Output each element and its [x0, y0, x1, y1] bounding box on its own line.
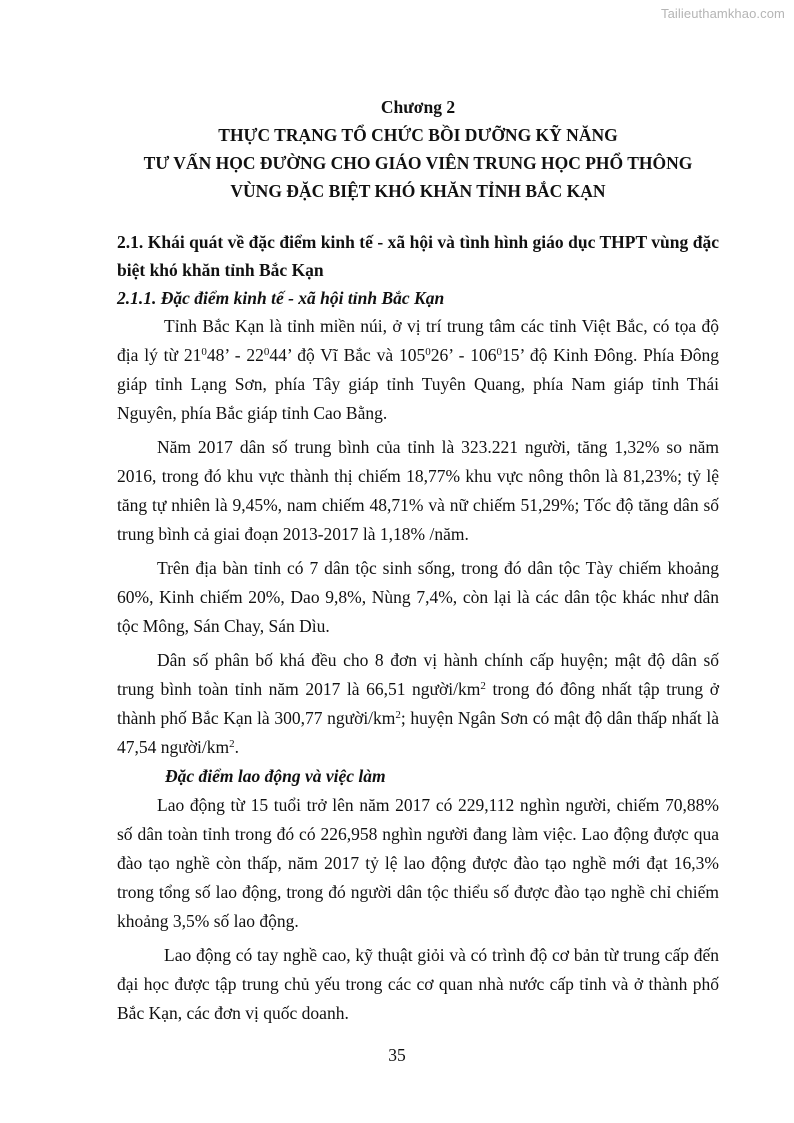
section-heading: 2.1. Khái quát về đặc điểm kinh tế - xã hội và tình hình giáo dục THPT vùng đặc biệt khó khăn tỉnh Bắc Kạn [117, 232, 719, 280]
paragraph-location: Tỉnh Bắc Kạn là tỉnh miền núi, ở vị trí trung tâm các tỉnh Việt Bắc, có tọa độ địa lý từ $21^048$’ - $22^044$’ độ Vĩ Bắc và $105^026$’ - $106^015$’ độ Kinh Đông. Phía Đông giáp tỉnh Lạng Sơn, phía Tây giáp tỉnh Tuyên Quang, phía Nam giáp tỉnh Thái Nguyên, phía Bắc giáp tỉnh Cao Bằng. [117, 316, 720, 423]
paragraph-density: Dân số phân bố khá đều cho 8 đơn vị hành chính cấp huyện; mật độ dân số trung bình toàn tỉnh năm 2017 là 66,51 người/$km^2$ trong đó đông nhất tập trung ở thành phố Bắc Kạn là 300,77 người/$km^2$; huyện Ngân Sơn có mật độ dân thấp nhất là 47,54 người/$km^2$. [117, 650, 720, 757]
page-number: 35 [388, 1045, 406, 1065]
labor-subheading: Đặc điểm lao động và việc làm [165, 766, 386, 786]
document-page [117, 93, 719, 1028]
chapter-heading [117, 93, 719, 205]
paragraph-skilled-labor: Lao động có tay nghề cao, kỹ thuật giỏi và có trình độ cơ bản từ trung cấp đến đại học được tập trung chủ yếu trong các cơ quan nhà nước cấp tỉnh và ở thành phố Bắc Kạn, các đơn vị quốc doanh. [117, 945, 719, 1023]
paragraph-population: Năm 2017 dân số trung bình của tỉnh là 323.221 người, tăng 1,32% so năm 2016, trong đó khu vực thành thị chiếm 18,77% khu vực nông thôn là 81,23%; tỷ lệ tăng tự nhiên là 9,45%, nam chiếm 48,71% và nữ chiếm 51,29%; Tốc độ tăng dân số trung bình cả giai đoạn 2013-2017 là 1,18% /năm. [117, 437, 719, 544]
paragraph-labor: Lao động từ 15 tuổi trở lên năm 2017 có 229,112 nghìn người, chiếm 70,88% số dân toàn tỉnh trong đó có 226,958 nghìn người đang làm việc. Lao động được qua đào tạo nghề còn thấp, năm 2017 tỷ lệ lao động được đào tạo nghề mới đạt 16,3% trong tổng số lao động, trong đó người dân tộc thiểu số được đào tạo nghề chỉ chiếm khoảng 3,5% số lao động. [117, 795, 719, 931]
chapter-title-line-3: VÙNG ĐẶC BIỆT KHÓ KHĂN TỈNH BẮC KẠN [230, 181, 606, 201]
watermark: Tailieuthamkhao.com [660, 6, 785, 21]
chapter-number: Chương 2 [380, 97, 456, 117]
paragraph-ethnic-groups: Trên địa bàn tỉnh có 7 dân tộc sinh sống, trong đó dân tộc Tày chiếm khoảng 60%, Kinh chiếm 20%, Dao 9,8%, Nùng 7,4%, còn lại là các dân tộc khác như dân tộc Mông, Sán Chay, Sán Dìu. [117, 558, 719, 636]
subsection-heading: 2.1.1. Đặc điểm kinh tế - xã hội tỉnh Bắc Kạn [117, 288, 445, 308]
chapter-title-line-1: THỰC TRẠNG TỔ CHỨC BỒI DƯỠNG KỸ NĂNG [218, 125, 618, 145]
chapter-title-line-2: TƯ VẤN HỌC ĐƯỜNG CHO GIÁO VIÊN TRUNG HỌC PHỔ THÔNG [143, 153, 693, 173]
